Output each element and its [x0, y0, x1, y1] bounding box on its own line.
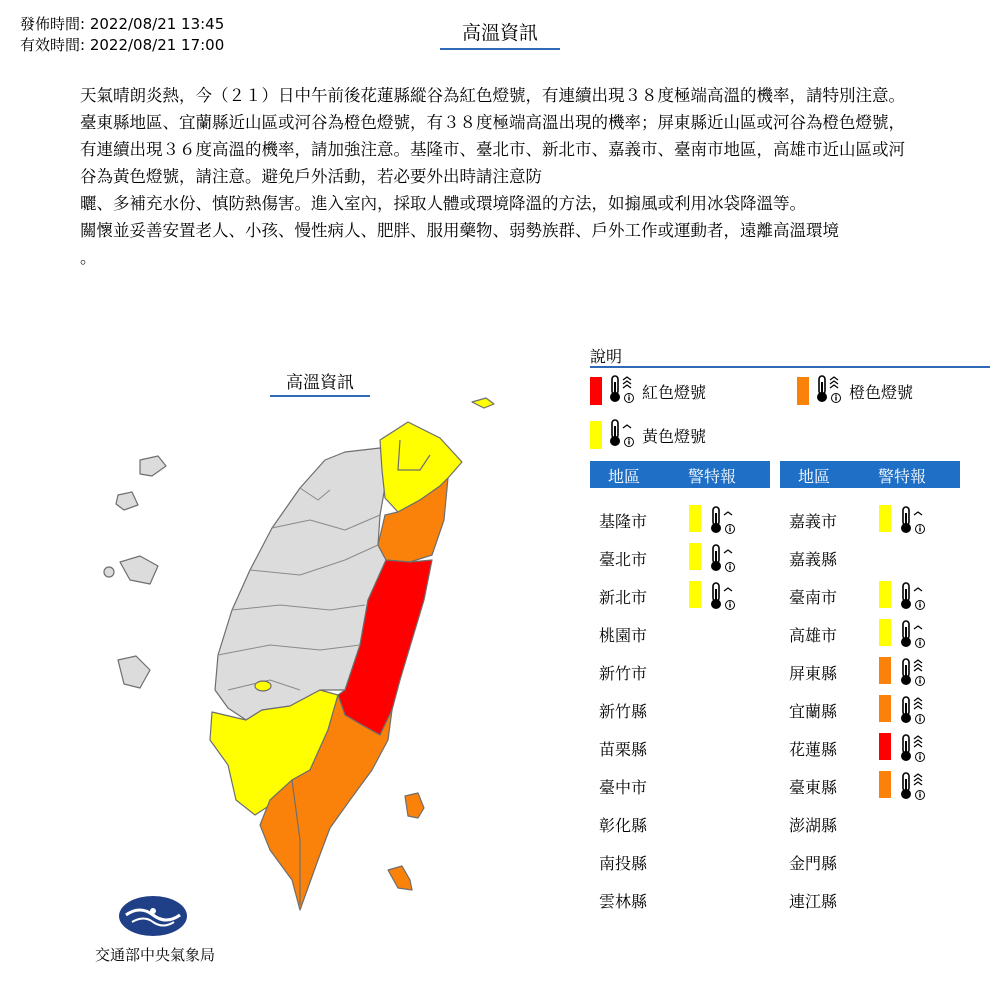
warning-level-swatch [879, 657, 891, 684]
table-row [789, 619, 959, 649]
table-header-right [780, 461, 960, 488]
legend-red-label: 紅色燈號 [642, 382, 707, 402]
thermometer-icon [899, 771, 927, 805]
table-row [789, 847, 959, 877]
table-row [789, 543, 959, 573]
legend-yellow [590, 418, 706, 452]
region-name: 臺中市 [599, 778, 648, 797]
description-paragraph: 。 [80, 248, 97, 267]
legend-yellow-swatch [590, 421, 602, 449]
table-row [599, 505, 769, 535]
thermometer-icon [709, 543, 737, 577]
thermometer-icon [608, 374, 636, 408]
table-row [599, 543, 769, 573]
description-paragraph: 天氣晴朗炎熱，今（２１）日中午前後花蓮縣縱谷為紅色燈號，有連續出現３８度極端高溫的機率，請特別注意。臺東縣地區、宜蘭縣近山區或河谷為橙色燈號，有３８度極端高溫出現的機率；屏東縣近山區或河谷為橙色燈號，有連續出現３６度高溫的機率，請加強注意。基隆市、臺北市、新北市、嘉義市、臺南市地區，高雄市近山區或河谷為黃色燈號，請注意。避免戶外活動，若必要外出時請注意防 [80, 86, 905, 186]
region-name: 金門縣 [789, 854, 838, 873]
table-row [789, 505, 959, 535]
legend-yellow-label: 黃色燈號 [642, 426, 707, 446]
warning-level-swatch [689, 505, 701, 532]
legend-title: 說明 [590, 347, 623, 366]
warning-level-swatch [879, 619, 891, 646]
map-island-guishan [472, 398, 494, 408]
table-row [599, 885, 769, 915]
region-name: 嘉義市 [789, 512, 838, 531]
table-row [789, 695, 959, 725]
region-name: 花蓮縣 [789, 740, 838, 759]
warning-level-swatch [879, 581, 891, 608]
table-header-left [590, 461, 770, 488]
thermometer-icon [899, 657, 927, 691]
table-row [599, 581, 769, 611]
thermometer-icon [899, 581, 927, 615]
thermometer-icon [709, 581, 737, 615]
table-row [599, 695, 769, 725]
warning-level-swatch [879, 733, 891, 760]
thermometer-icon [709, 505, 737, 539]
taiwan-map [95, 390, 515, 920]
region-name: 雲林縣 [599, 892, 648, 911]
region-name: 臺南市 [789, 588, 838, 607]
warning-level-swatch [879, 771, 891, 798]
table-row [789, 885, 959, 915]
legend-orange-swatch [797, 377, 809, 405]
warning-level-swatch [879, 505, 891, 532]
warning-level-swatch [879, 695, 891, 722]
table-row [789, 733, 959, 763]
table-row [599, 771, 769, 801]
region-name: 高雄市 [789, 626, 838, 645]
thermometer-icon [899, 695, 927, 729]
column-header-region: 地區 [798, 467, 831, 486]
issue-info [20, 14, 224, 56]
legend-orange-label: 橙色燈號 [849, 382, 914, 402]
map-region-north [380, 422, 462, 512]
table-row [789, 809, 959, 839]
warning-level-swatch [689, 581, 701, 608]
thermometer-icon [899, 505, 927, 539]
legend-red [590, 374, 706, 408]
region-name: 基隆市 [599, 512, 648, 531]
publish-time: 發佈時間: 2022/08/21 13:45 [20, 15, 225, 33]
map-island-orchid [388, 866, 412, 890]
region-name: 澎湖縣 [789, 816, 838, 835]
description [80, 82, 920, 271]
legend-orange [797, 374, 913, 408]
region-name: 宜蘭縣 [789, 702, 838, 721]
region-name: 彰化縣 [599, 816, 648, 835]
column-header-region: 地區 [608, 467, 641, 486]
region-name: 臺北市 [599, 550, 648, 569]
thermometer-icon [608, 418, 636, 452]
column-header-warning: 警特報 [878, 467, 927, 486]
table-row [599, 619, 769, 649]
region-name: 連江縣 [789, 892, 838, 911]
legend-red-swatch [590, 377, 602, 405]
region-name: 新竹縣 [599, 702, 648, 721]
table-row [789, 581, 959, 611]
region-name: 嘉義縣 [789, 550, 838, 569]
table-row [599, 657, 769, 687]
thermometer-icon [899, 619, 927, 653]
agency-name: 交通部中央氣象局 [94, 946, 215, 964]
table-row [599, 733, 769, 763]
warning-level-swatch [689, 543, 701, 570]
valid-time: 有效時間: 2022/08/21 17:00 [20, 36, 225, 54]
region-name: 屏東縣 [789, 664, 838, 683]
region-name: 南投縣 [599, 854, 648, 873]
thermometer-icon [815, 374, 843, 408]
region-name: 新竹市 [599, 664, 648, 683]
region-name: 臺東縣 [789, 778, 838, 797]
region-name: 新北市 [599, 588, 648, 607]
table-row [599, 809, 769, 839]
map-island-green [405, 793, 424, 818]
map-title: 高溫資訊 [270, 368, 370, 397]
table-row [789, 771, 959, 801]
description-paragraph: 關懷並妥善安置老人、小孩、慢性病人、肥胖、服用藥物、弱勢族群、戶外工作或運動者，遠離高溫環境 [80, 221, 839, 240]
table-row [789, 657, 959, 687]
region-name: 苗栗縣 [599, 740, 648, 759]
legend-divider [590, 366, 990, 368]
column-header-warning: 警特報 [688, 467, 737, 486]
thermometer-icon [899, 733, 927, 767]
description-paragraph: 曬、多補充水份、慎防熱傷害。進入室內，採取人體或環境降溫的方法，如搧風或利用冰袋降溫等。 [80, 194, 806, 213]
page-title: 高溫資訊 [440, 18, 560, 50]
region-name: 桃園市 [599, 626, 648, 645]
table-row [599, 847, 769, 877]
cwb-logo [118, 895, 188, 937]
